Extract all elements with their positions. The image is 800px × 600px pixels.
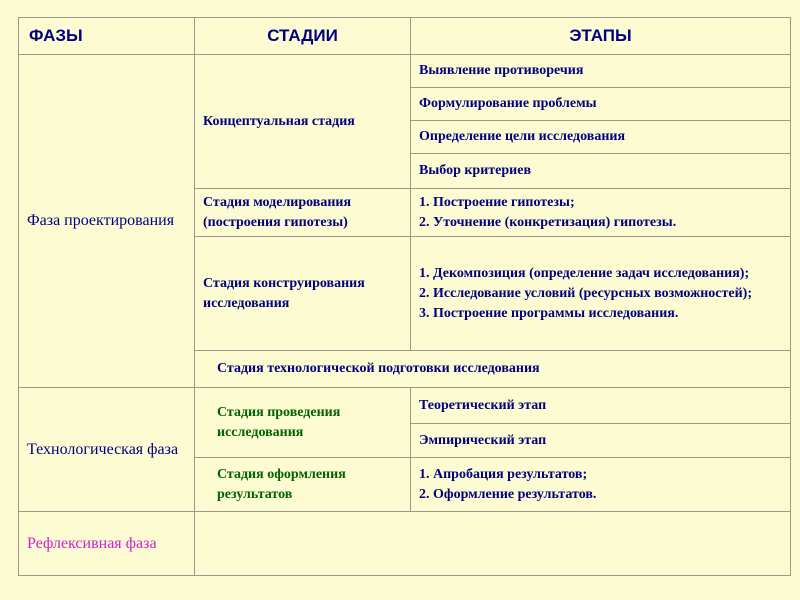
phase-design: Фаза проектирования bbox=[19, 55, 195, 388]
stage-constructing: Стадия конструирования исследования bbox=[195, 237, 411, 351]
reflex-empty-cell bbox=[195, 512, 791, 576]
header-row bbox=[19, 18, 791, 55]
stage-conceptual: Концептуальная стадия bbox=[195, 55, 411, 189]
phase-reflex: Рефлексивная фаза bbox=[19, 512, 195, 576]
steps-constructing: 1. Декомпозиция (определение задач исследования); 2. Исследование условий (ресурсных возможностей); 3. Построение программы исследования. bbox=[411, 237, 791, 351]
table-row bbox=[19, 512, 791, 576]
step-theoretical: Теоретический этап bbox=[411, 388, 791, 424]
header-steps: ЭТАПЫ bbox=[411, 18, 791, 55]
steps-modeling: 1. Построение гипотезы; 2. Уточнение (конкретизация) гипотезы. bbox=[411, 189, 791, 237]
stage-registration: Стадия оформления результатов bbox=[195, 458, 411, 512]
phase-tech: Технологическая фаза bbox=[19, 388, 195, 512]
step-goal: Определение цели исследования bbox=[411, 121, 791, 154]
table-row bbox=[19, 55, 791, 88]
steps-registration: 1. Апробация результатов; 2. Оформление результатов. bbox=[411, 458, 791, 512]
step-contradiction: Выявление противоречия bbox=[411, 55, 791, 88]
step-problem: Формулирование проблемы bbox=[411, 88, 791, 121]
research-phases-table bbox=[18, 17, 791, 576]
header-phases: ФАЗЫ bbox=[19, 18, 195, 55]
table-row bbox=[19, 388, 791, 424]
header-stages: СТАДИИ bbox=[195, 18, 411, 55]
stage-conducting: Стадия проведения исследования bbox=[195, 388, 411, 458]
stage-modeling: Стадия моделирования (построения гипотезы) bbox=[195, 189, 411, 237]
step-criteria: Выбор критериев bbox=[411, 154, 791, 189]
step-empirical: Эмпирический этап bbox=[411, 424, 791, 458]
stage-tech-prep: Стадия технологической подготовки исследования bbox=[195, 351, 791, 388]
